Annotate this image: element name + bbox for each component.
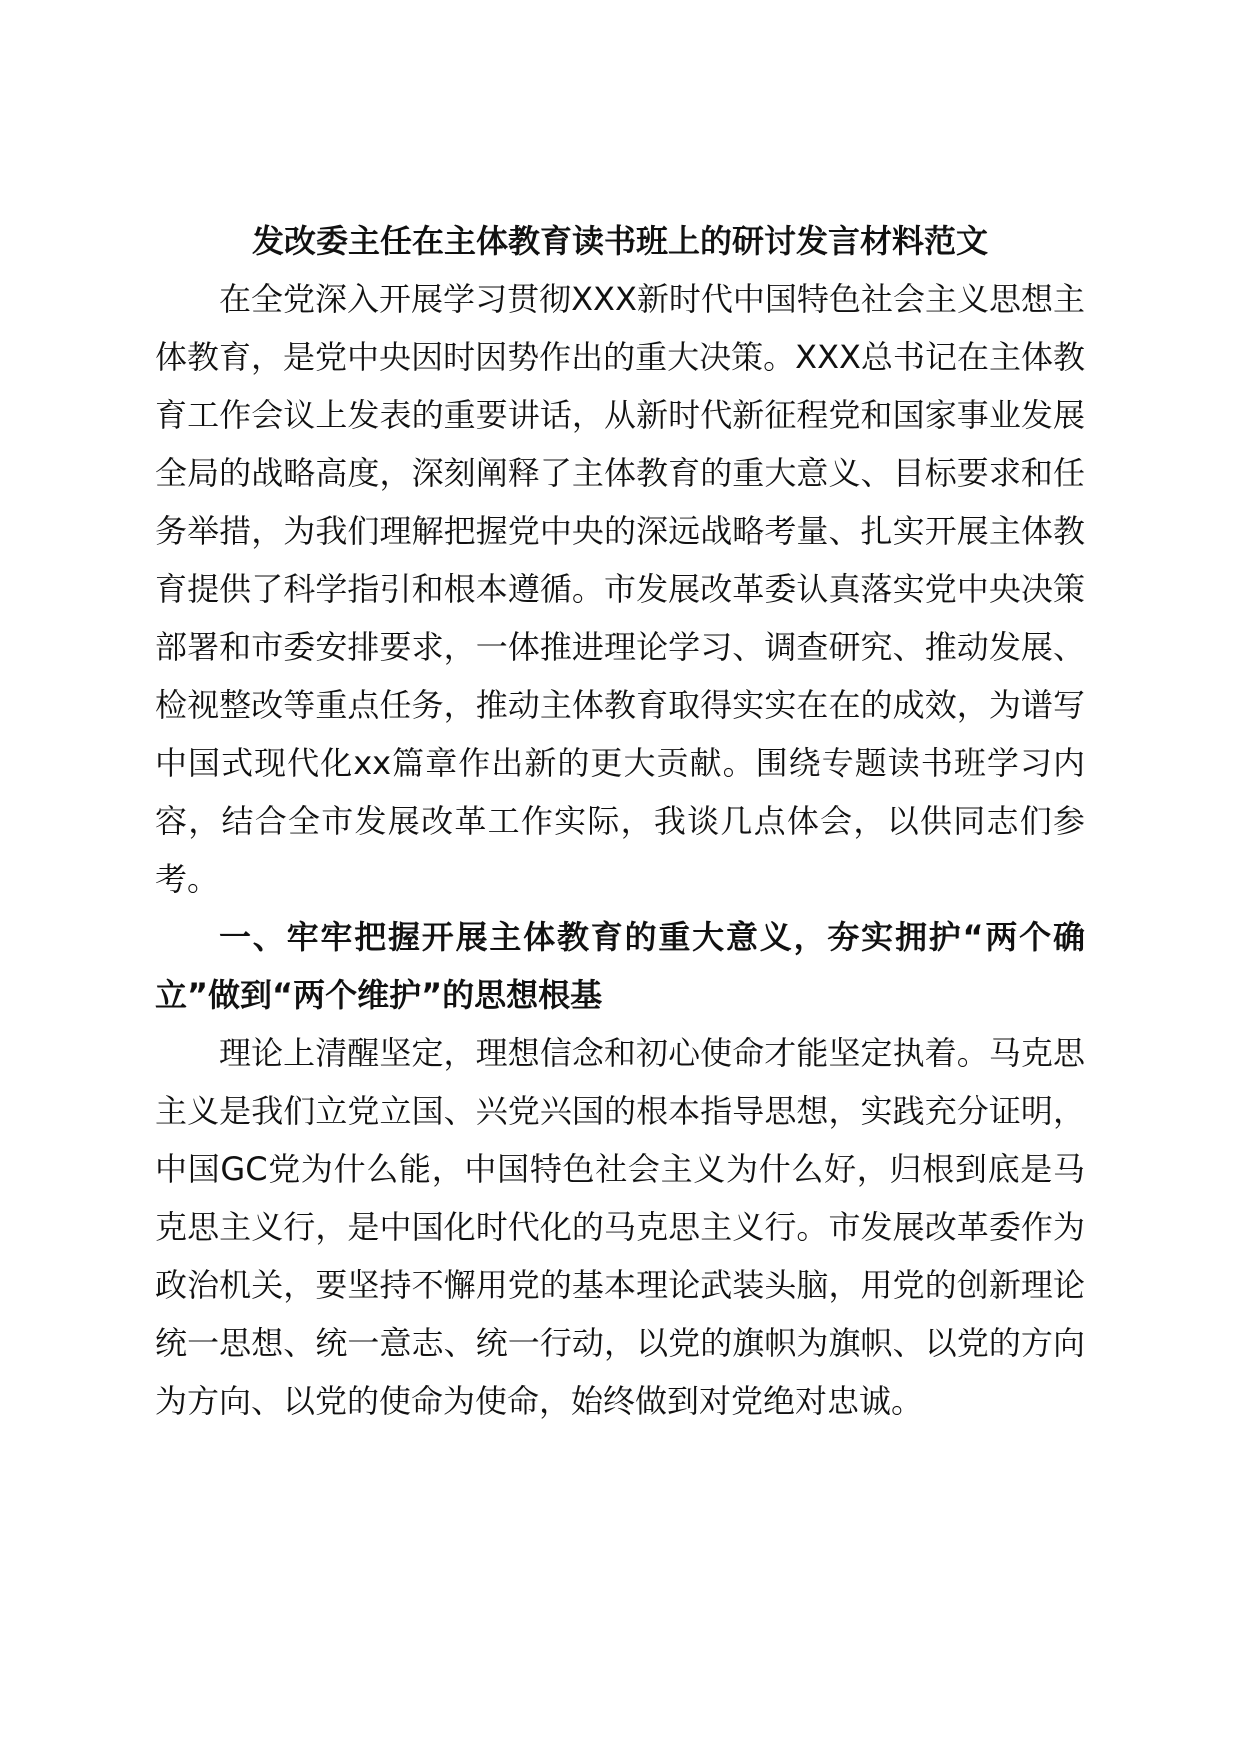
document-body [155, 212, 1085, 1430]
intro-paragraph: 在全党深入开展学习贯彻XXX新时代中国特色社会主义思想主体教育，是党中央因时因势作出的重大决策。XXX总书记在主体教育工作会议上发表的重要讲话，从新时代新征程党和国家事业发展全局的战略高度，深刻阐释了主体教育的重大意义、目标要求和任务举措，为我们理解把握党中央的深远战略考量、扎实开展主体教育提供了科学指引和根本遵循。市发展改革委认真落实党中央决策部署和市委安排要求，一体推进理论学习、调查研究、推动发展、检视整改等重点任务，推动主体教育取得实实在在的成效，为谱写中国式现代化xx篇章作出新的更大贡献。围绕专题读书班学习内容，结合全市发展改革工作实际，我谈几点体会，以供同志们参考。 [155, 280, 1085, 898]
document-title: 发改委主任在主体教育读书班上的研讨发言材料范文 [251, 222, 988, 260]
section-heading: 一、牢牢把握开展主体教育的重大意义，夯实拥护“两个确立”做到“两个维护”的思想根基 [155, 918, 1085, 1014]
section-paragraph: 理论上清醒坚定，理想信念和初心使命才能坚定执着。马克思主义是我们立党立国、兴党兴国的根本指导思想，实践充分证明，中国GC党为什么能，中国特色社会主义为什么好，归根到底是马克思主义行，是中国化时代化的马克思主义行。市发展改革委作为政治机关，要坚持不懈用党的基本理论武装头脑，用党的创新理论统一思想、统一意志、统一行动，以党的旗帜为旗帜、以党的方向为方向、以党的使命为使命，始终做到对党绝对忠诚。 [155, 1034, 1085, 1420]
